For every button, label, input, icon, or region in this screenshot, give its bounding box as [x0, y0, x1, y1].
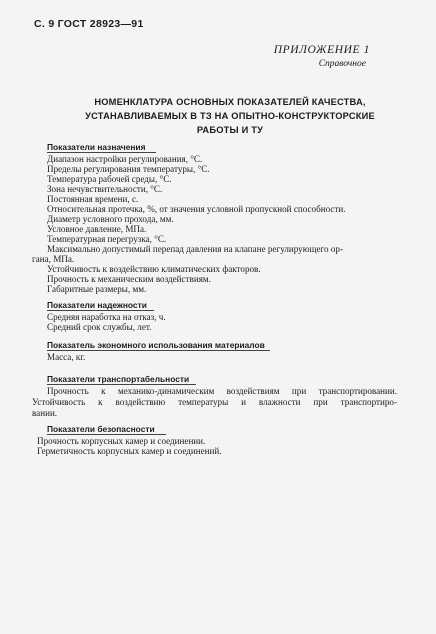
title-line: НОМЕНКЛАТУРА ОСНОВНЫХ ПОКАЗАТЕЛЕЙ КАЧЕСТВА,: [94, 97, 366, 107]
appendix-title: ПРИЛОЖЕНИЕ 1: [273, 44, 370, 56]
list-item: Зона нечувствительности, °С.: [47, 184, 163, 194]
heading-underline: [47, 384, 196, 385]
list-item: Пределы регулирования температуры, °С.: [47, 164, 210, 174]
list-item: Прочность корпусных камер и соединении.: [37, 436, 206, 446]
heading-underline: [47, 434, 166, 435]
list-item: Относительная протечка, %, от значения условной пропускной способности.: [47, 204, 346, 214]
list-item: Устойчивость к воздействию температуры и влажности при транспортиро-: [32, 397, 397, 407]
list-item: гана, МПа.: [32, 254, 75, 264]
list-item: Диапазон настройки регулирования, °С.: [47, 154, 203, 164]
list-item: Температура рабочей среды, °С.: [47, 174, 172, 184]
list-item: вании.: [32, 408, 58, 418]
list-item: Диаметр условного прохода, мм.: [47, 214, 174, 224]
list-item: Постоянная времени, с.: [47, 194, 139, 204]
heading-underline: [47, 310, 154, 311]
section-heading: Показатель экономного использования материалов: [47, 340, 265, 350]
list-item: Средний срок службы, лет.: [47, 322, 152, 332]
appendix-subtitle: Справочное: [318, 59, 366, 69]
heading-underline: [47, 152, 156, 153]
section-heading: Показатели безопасности: [47, 424, 155, 434]
list-item: Температурная перегрузка, °С.: [47, 234, 167, 244]
title-line: УСТАНАВЛИВАЕМЫХ В ТЗ НА ОПЫТНО-КОНСТРУКТОРСКИЕ: [85, 111, 375, 121]
list-item: Габаритные размеры, мм.: [47, 284, 147, 294]
list-item: Максимально допустимый перепад давления на клапане регулирующего ор-: [47, 244, 343, 254]
list-item: Прочность к механическим воздействиям.: [47, 274, 211, 284]
document-title: [40, 95, 420, 137]
section-heading: Показатели надежности: [47, 300, 147, 310]
list-item: Герметичность корпусных камер и соединений.: [37, 446, 222, 456]
section-heading: Показатели транспортабельности: [47, 374, 190, 384]
list-item: Прочность к механико-динамическим воздействиям при транспортировании.: [47, 386, 397, 396]
list-item: Средняя наработка на отказ, ч.: [47, 312, 166, 322]
heading-underline: [47, 350, 270, 351]
page-header: С. 9 ГОСТ 28923—91: [34, 18, 144, 30]
list-item: Масса, кг.: [47, 352, 86, 362]
section-heading: Показатели назначения: [47, 142, 146, 152]
title-line: РАБОТЫ И ТУ: [196, 125, 264, 135]
list-item: Условное давление, МПа.: [47, 224, 147, 234]
list-item: Устойчивость к воздействию климатических факторов.: [47, 264, 261, 274]
